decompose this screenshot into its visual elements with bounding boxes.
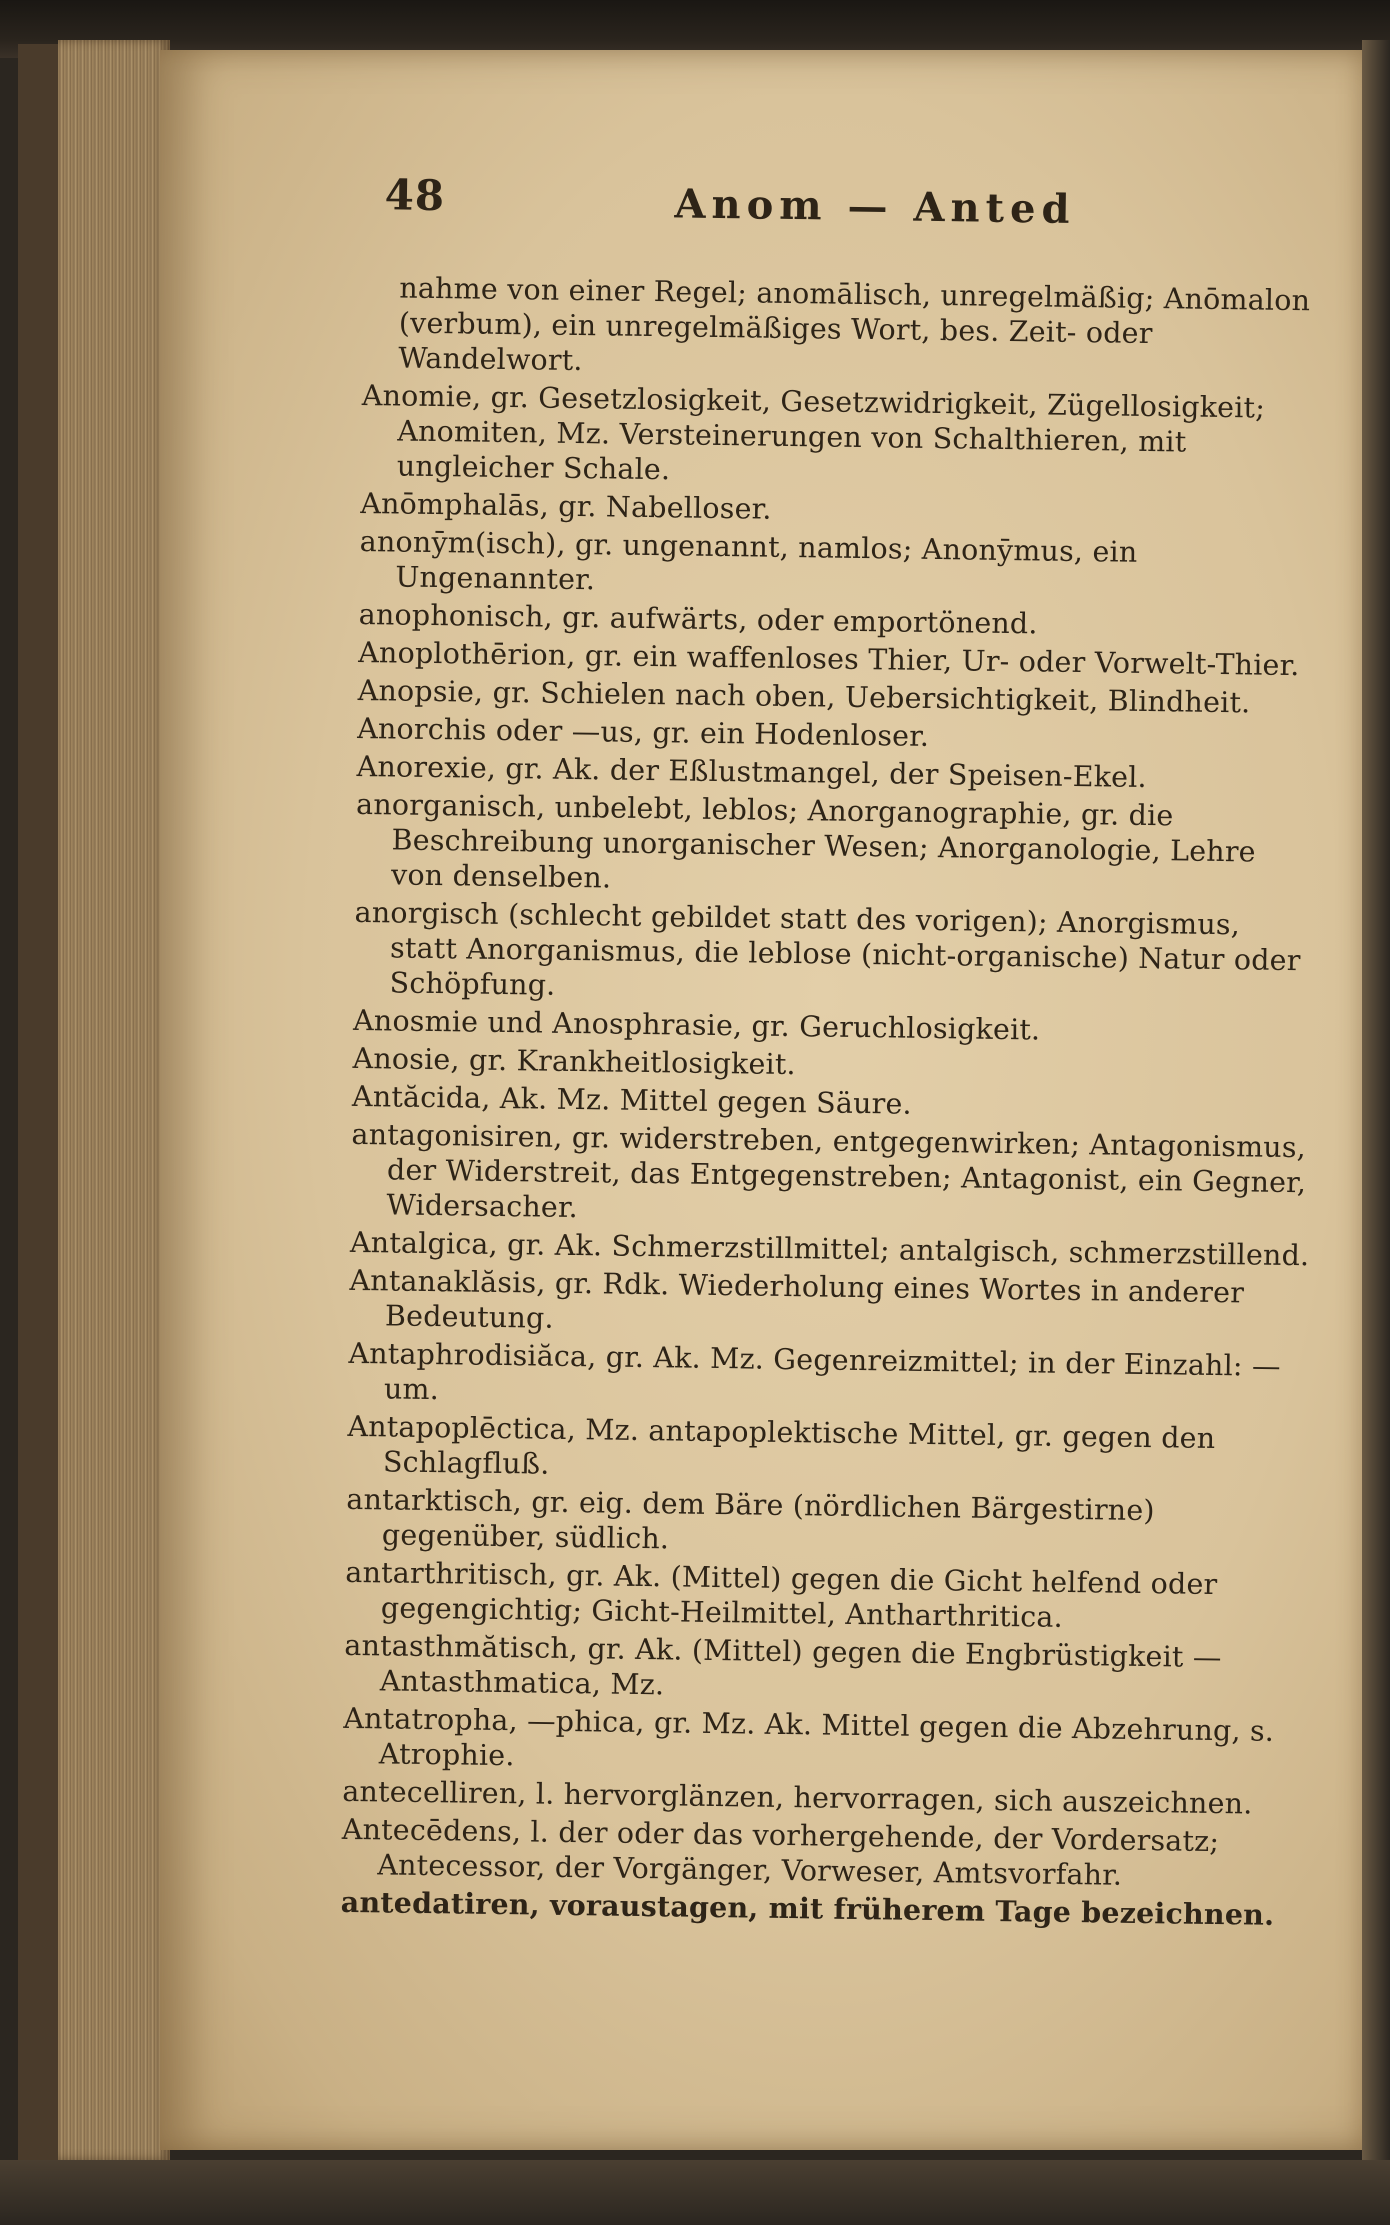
dictionary-entry: antagonisiren, gr. widerstreben, entgegenwirken; Antagonismus, der Widerstreit, das Entgegenstreben; Antagonist, ein Gegner, Widersacher. — [351, 1117, 1307, 1225]
dictionary-entry: antarthritisch, gr. Ak. (Mittel) gegen die Gicht helfend oder gegengichtig; Gicht-Heilmittel, Antharthritica. — [345, 1555, 1218, 1634]
dictionary-entry: Anorchis oder —us, gr. ein Hodenloser. — [356, 711, 930, 753]
page-text-area — [341, 170, 1325, 1936]
dictionary-entry: antedatiren, voraustagen, mit früherem Tage bezeichnen. — [340, 1884, 1275, 1932]
dictionary-entry: anophonisch, gr. aufwärts, oder emportönend. — [358, 597, 1038, 641]
bottom-cover-edge — [0, 2160, 1390, 2225]
running-head-title: Anom — Anted — [674, 180, 1076, 233]
dictionary-entry: Anorexie, gr. Ak. der Eßlustmangel, der Speisen-Ekel. — [356, 749, 1148, 794]
dictionary-entry: Anopsie, gr. Schielen nach oben, Uebersichtigkeit, Blindheit. — [357, 673, 1251, 720]
page-number: 48 — [384, 170, 446, 221]
dictionary-entry: antasthmătisch, gr. Ak. (Mittel) gegen die Engbrüstigkeit — Antasthmatica, Mz. — [344, 1628, 1222, 1702]
dictionary-entry: Antaphrodisiăca, gr. Ak. Mz. Gegenreizmittel; in der Einzahl: —um. — [348, 1336, 1281, 1407]
book-cover-edge — [18, 44, 58, 2164]
dictionary-entry: Antanaklăsis, gr. Rdk. Wiederholung eines Wortes in anderer Bedeutung. — [349, 1263, 1245, 1335]
dictionary-entry: Antapoplēctica, Mz. antapoplektische Mittel, gr. gegen den Schlagfluß. — [347, 1409, 1216, 1481]
dictionary-entry: anonȳm(isch), gr. ungenannt, namlos; Anonȳmus, ein Ungenannter. — [359, 524, 1138, 597]
dictionary-entry: antecelliren, l. hervorglänzen, hervorragen, sich auszeichnen. — [342, 1774, 1253, 1821]
dictionary-entry: Anoplothērion, gr. ein waffenloses Thier, Ur- oder Vorwelt-Thier. — [358, 635, 1300, 683]
dictionary-entry: antarktisch, gr. eig. dem Bäre (nördlichen Bärgestirne) gegenüber, südlich. — [346, 1482, 1155, 1556]
dictionary-entry: Anōmphalās, gr. Nabelloser. — [360, 486, 772, 526]
dictionary-entry: Anomie, gr. Gesetzlosigkeit, Gesetzwidrigkeit, Zügellosigkeit; Anomiten, Mz. Versteinerungen von Schalthieren, mit ungleicher Schale. — [361, 378, 1266, 487]
dictionary-entry: Antecēdens, l. der oder das vorhergehende, der Vordersatz; Antecessor, der Vorgänger, Vorweser, Amtsvorfahr. — [341, 1812, 1220, 1892]
dictionary-entry: Antalgica, gr. Ak. Schmerzstillmittel; antalgisch, schmerzstillend. — [349, 1225, 1310, 1273]
dictionary-entry: Anosie, gr. Krankheitlosigkeit. — [352, 1041, 797, 1082]
dictionary-entry: nahme von einer Regel; anomālisch, unregelmäßig; Anōmalon (verbum), ein unregelmäßiges Wort, bes. Zeit- oder Wandelwort. — [398, 271, 1311, 378]
dictionary-entry: Anosmie und Anosphrasie, gr. Geruchlosigkeit. — [352, 1003, 1041, 1047]
dictionary-entry: anorganisch, unbelebt, leblos; Anorganographie, gr. die Beschreibung unorganischer Wesen; Anorganologie, Lehre von denselben. — [355, 787, 1256, 895]
dictionary-entry: Antatropha, —phica, gr. Mz. Ak. Mittel gegen die Abzehrung, s. Atrophie. — [343, 1701, 1275, 1773]
dictionary-entry: Antăcida, Ak. Mz. Mittel gegen Säure. — [351, 1079, 913, 1121]
dictionary-entry: anorgisch (schlecht gebildet statt des vorigen); Anorgismus, statt Anorganismus, die leblose (nicht-organische) Natur oder Schöpfung. — [354, 895, 1301, 1002]
running-head — [364, 170, 1325, 253]
right-edge-shadow — [1362, 40, 1390, 2170]
page-edges — [58, 40, 170, 2160]
dictionary-entries — [341, 270, 1324, 1933]
